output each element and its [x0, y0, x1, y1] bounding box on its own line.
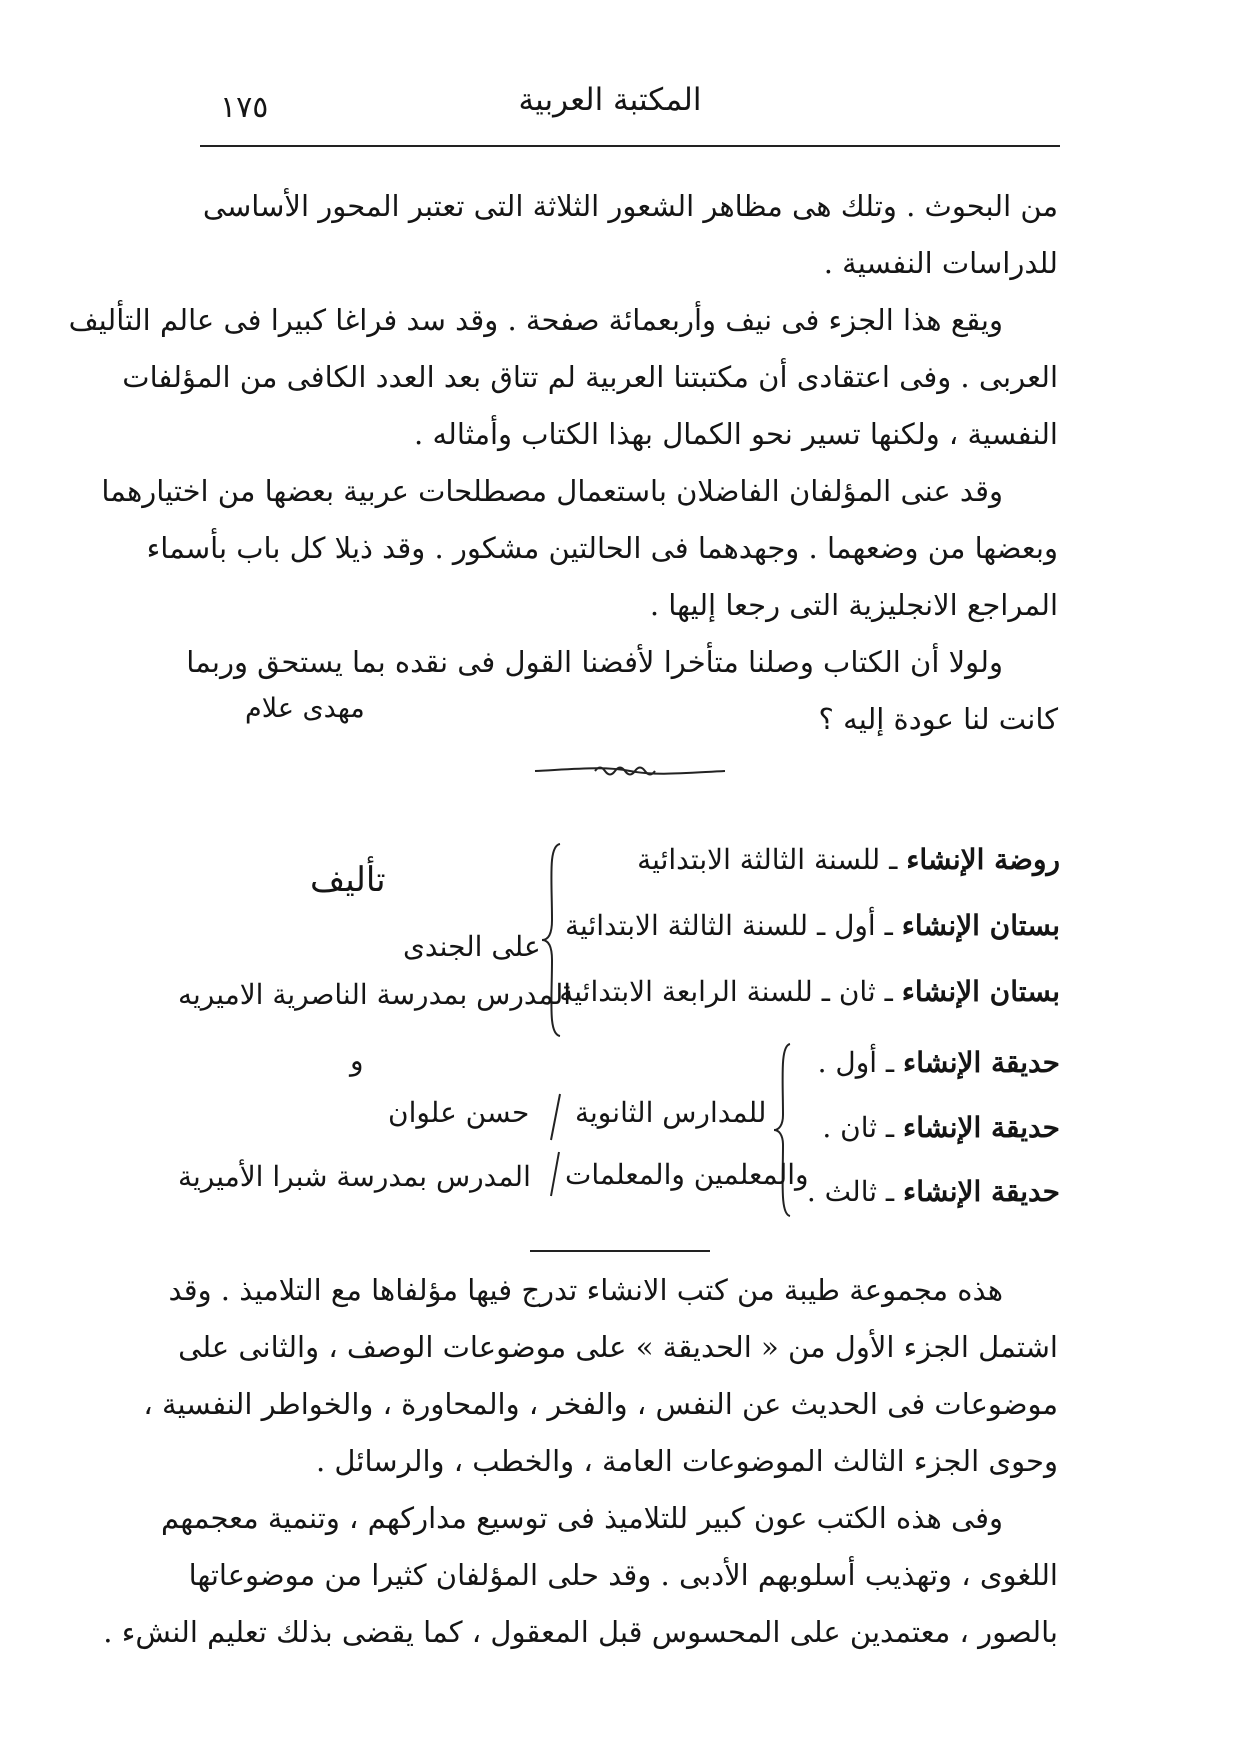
section-rule	[530, 1250, 710, 1252]
book-detail: ـ ثالث .	[806, 1175, 895, 1208]
authorship-label: تأليف	[310, 860, 386, 900]
book-detail: ـ أول .	[817, 1046, 895, 1079]
book-name: بستان الإنشاء	[901, 975, 1060, 1008]
book-title-line	[565, 909, 1060, 942]
text-line: موضوعات فى الحديث عن النفس ، والفخر ، والمحاورة ، والخواطر النفسية ،	[143, 1387, 1058, 1421]
text-line: وقد عنى المؤلفان الفاضلان باستعمال مصطلحات عربية بعضها من اختيارهما	[101, 474, 1003, 508]
text-line: وفى هذه الكتب عون كبير للتلاميذ فى توسيع مداركهم ، وتنمية معجمهم	[161, 1501, 1003, 1535]
audience-label: والمعلمين والمعلمات	[565, 1158, 809, 1191]
review-two-paragraph-2	[103, 1490, 1058, 1661]
running-header-title: المكتبة العربية	[518, 82, 702, 118]
review-one-opening	[178, 178, 1058, 292]
review-one-paragraph-4	[178, 634, 1058, 748]
text-line: للدراسات النفسية .	[823, 246, 1058, 280]
brace-icon	[772, 1040, 794, 1220]
book-name: حديقة الإنشاء	[903, 1111, 1060, 1144]
book-title-line	[559, 975, 1060, 1008]
text-line: العربى . وفى اعتقادى أن مكتبتنا العربية لم تتاق بعد العدد الكافى من المؤلفات	[122, 360, 1058, 394]
text-line: اشتمل الجزء الأول من « الحديقة » على موضوعات الوصف ، والثانى على	[178, 1330, 1058, 1364]
page-number: ١٧٥	[220, 90, 269, 125]
conjunction: و	[350, 1044, 364, 1077]
book-title-line	[700, 1046, 1060, 1079]
author-school: المدرس بمدرسة الناصرية الاميريه	[178, 978, 572, 1011]
review-two-paragraph-1	[143, 1262, 1058, 1490]
header-rule	[200, 145, 1060, 147]
divider-stroke-icon	[548, 1090, 562, 1200]
review-one-paragraph-3	[101, 463, 1058, 634]
book-name: حديقة الإنشاء	[903, 1046, 1060, 1079]
audience-label: للمدارس الثانوية	[575, 1096, 767, 1129]
text-line: وحوى الجزء الثالث الموضوعات العامة ، والخطب ، والرسائل .	[316, 1444, 1058, 1478]
text-line: هذه مجموعة طيبة من كتب الانشاء تدرج فيها مؤلفاها مع التلاميذ . وقد	[168, 1273, 1003, 1307]
text-line: من البحوث . وتلك هى مظاهر الشعور الثلاثة التى تعتبر المحور الأساسى	[202, 189, 1058, 223]
book-name: روضة الإنشاء	[906, 843, 1060, 876]
author-school: المدرس بمدرسة شبرا الأميرية	[178, 1160, 531, 1193]
text-line: المراجع الانجليزية التى رجعا إليها .	[649, 588, 1058, 622]
book-title-line	[637, 843, 1060, 876]
text-line: ولولا أن الكتاب وصلنا متأخرا لأفضنا القول فى نقده بما يستحق وربما	[186, 645, 1003, 679]
book-detail: ـ ثان .	[822, 1111, 895, 1144]
ornament-divider-icon	[535, 760, 725, 782]
book-name: حديقة الإنشاء	[903, 1175, 1060, 1208]
book-detail: ـ للسنة الثالثة الابتدائية	[637, 843, 898, 876]
author-name: حسن علوان	[388, 1096, 530, 1129]
reviewer-signature: مهدى علام	[245, 693, 365, 724]
text-line: اللغوى ، وتهذيب أسلوبهم الأدبى . وقد حلى المؤلفان كثيرا من موضوعاتها	[188, 1558, 1058, 1592]
book-name: بستان الإنشاء	[901, 909, 1060, 942]
review-one-paragraph-2	[68, 292, 1058, 463]
text-line: كانت لنا عودة إليه ؟	[818, 702, 1058, 736]
book-detail: ـ أول ـ للسنة الثالثة الابتدائية	[565, 909, 893, 942]
text-line: ويقع هذا الجزء فى نيف وأربعمائة صفحة . وقد سد فراغا كبيرا فى عالم التأليف	[68, 303, 1003, 337]
author-name: على الجندى	[403, 930, 541, 963]
text-line: النفسية ، ولكنها تسير نحو الكمال بهذا الكتاب وأمثاله .	[414, 417, 1058, 451]
text-line: بالصور ، معتمدين على المحسوس قبل المعقول ، كما يقضى بذلك تعليم النشء .	[103, 1615, 1058, 1649]
book-detail: ـ ثان ـ للسنة الرابعة الابتدائية	[559, 975, 893, 1008]
text-line: وبعضها من وضعهما . وجهدهما فى الحالتين مشكور . وقد ذيلا كل باب بأسماء	[146, 531, 1058, 565]
